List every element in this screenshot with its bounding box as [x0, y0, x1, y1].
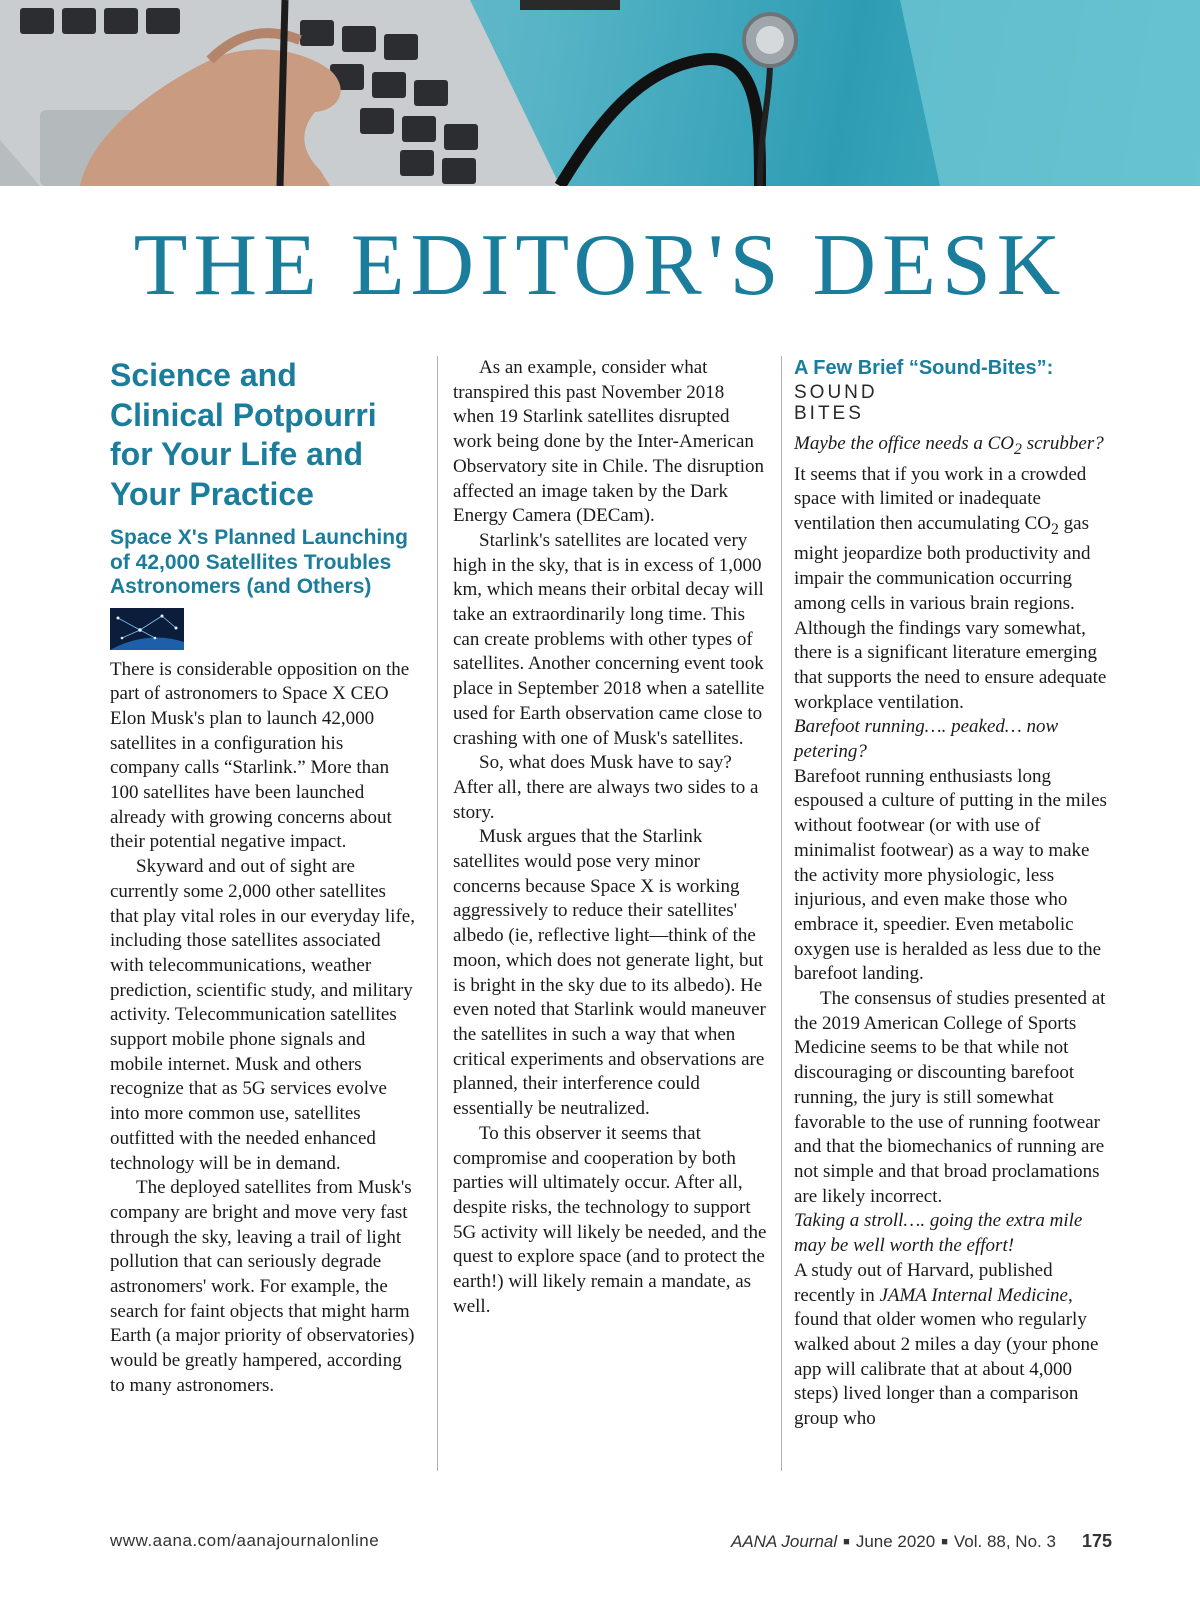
footer-citation — [731, 1531, 1112, 1552]
banner-illustration — [0, 0, 1200, 186]
journal-name: AANA Journal — [731, 1532, 838, 1551]
column-1 — [110, 356, 416, 1399]
masthead-title: THE EDITOR'S DESK — [133, 217, 1067, 314]
journal-name: JAMA Internal Medicine — [879, 1284, 1068, 1306]
item-title: Barefoot running…. peaked… now petering? — [794, 716, 1059, 763]
item-title: Taking a stroll…. going the extra mile may be well worth the effort! — [794, 1210, 1083, 1257]
column-divider — [437, 356, 438, 1471]
sound-bites-logo — [794, 382, 1110, 424]
column-3 — [794, 356, 1110, 1432]
body-paragraph: Starlink's satellites are located very high in the sky, that is in excess of 1,000 km, which means their orbital decay will take an extraordinarily long time. This can create problems with other types of satellites. Another concerning event took place in September 2018 when a satellite used for Earth observation came close to crashing with one of Musk's satellites. — [453, 529, 765, 749]
page-number: 175 — [1081, 1531, 1112, 1551]
logo-line-1: SOUND — [794, 382, 878, 403]
article-title: Space X's Planned Launching of 42,000 Satellites Troubles Astronomers (and Others) — [110, 526, 408, 598]
footer-url: www.aana.com/aanajournalonline — [110, 1531, 380, 1550]
satellite-thumbnail-image — [110, 608, 184, 650]
body-paragraph: The consensus of studies presented at the 2019 American College of Sports Medicine seems to be that while not discouraging or discounting barefoot running, the jury is still somewhat favorable to the use of running footwear and that the biomechanics of running are not simple and that broad proclamations are likely incorrect. — [794, 988, 1106, 1207]
sound-bites-heading: A Few Brief “Sound-Bites”: — [794, 357, 1054, 379]
body-paragraph: Musk argues that the Starlink satellites would pose very minor concerns because Space X is working aggressively to reduce their satellites' albedo (ie, reflective light—think of the moon, which does not generate light, but is bright in the sky due to its albedo). He even noted that Starlink would maneuver the satellites in such a way that when critical experiments and observations are planned, their interference could essentially be neutralized. — [453, 826, 766, 1120]
column-divider — [781, 356, 782, 1471]
body-paragraph: To this observer it seems that compromise and cooperation by both parties will ultimately occur. After all, despite risks, the technology to support 5G activity will likely be needed, and the quest to explore space (and to protect the earth!) will likely remain a mandate, as well. — [453, 1122, 767, 1317]
issue-date: June 2020 — [855, 1532, 936, 1551]
column-2 — [453, 356, 769, 1319]
body-paragraph: A study out of Harvard, published recently in JAMA Internal Medicine, found that older women who regularly walked about 2 miles a day (your phone app will calibrate that at about 4,000 steps) lived longer than a comparison group who — [794, 1259, 1099, 1430]
separator-icon: ■ — [941, 1536, 948, 1548]
body-paragraph: Barefoot running enthusiasts long espoused a culture of putting in the miles without footwear (or with use of minimalist footwear) as a way to make the activity more physiologic, less injurious, and even make those who embrace it, speedier. Even metabolic oxygen use is heralded as less due to the barefoot landing. — [794, 765, 1107, 985]
body-paragraph: So, what does Musk have to say? After all, there are always two sides to a story. — [453, 752, 759, 823]
separator-icon: ■ — [843, 1536, 850, 1548]
body-paragraph: There is considerable opposition on the part of astronomers to Space X CEO Elon Musk's plan to launch 42,000 satellites in a configuration his company calls “Starlink.” More than 100 satellites have been launched already with growing concerns about their potential negative impact. — [110, 658, 410, 853]
body-paragraph: Skyward and out of sight are currently some 2,000 other satellites that play vital roles in our everyday life, including those satellites associated with telecommunications, weather prediction, scientific study, and military activity. Telecommunication satellites support mobile phone signals and mobile internet. Musk and others recognize that as 5G services evolve into more common use, satellites outfitted with the needed enhanced technology will be in demand. — [110, 856, 415, 1174]
body-paragraph: The deployed satellites from Musk's company are bright and move very fast through the sky, leaving a trail of light pollution that can seriously degrade astronomers' work. For example, the search for faint objects that might harm Earth (a major priority of observatories) would be greatly hampered, according to many astronomers. — [110, 1177, 415, 1396]
body-paragraph: It seems that if you work in a crowded space with limited or inadequate ventilation then accumulating $CO_2$ gas might jeopardize both productivity and impair the communication occurring among cells in various brain regions. Although the findings vary somewhat, there is a significant literature emerging that supports the need to ensure adequate workplace ventilation. — [794, 463, 1107, 713]
item-title: Maybe the office needs a $CO_2$ scrubber? — [794, 433, 1104, 458]
section-title: Science and Clinical Potpourri for Your Life and Your Practice — [110, 357, 377, 512]
logo-line-2: BITES — [794, 403, 864, 424]
body-paragraph: As an example, consider what transpired this past November 2018 when 19 Starlink satellites disrupted work being done by the Inter-American Observatory site in Chile. The disruption affected an image taken by the Dark Energy Camera (DECam). — [453, 357, 764, 527]
volume-number: Vol. 88, No. 3 — [953, 1532, 1056, 1551]
header-banner-image — [0, 0, 1200, 186]
